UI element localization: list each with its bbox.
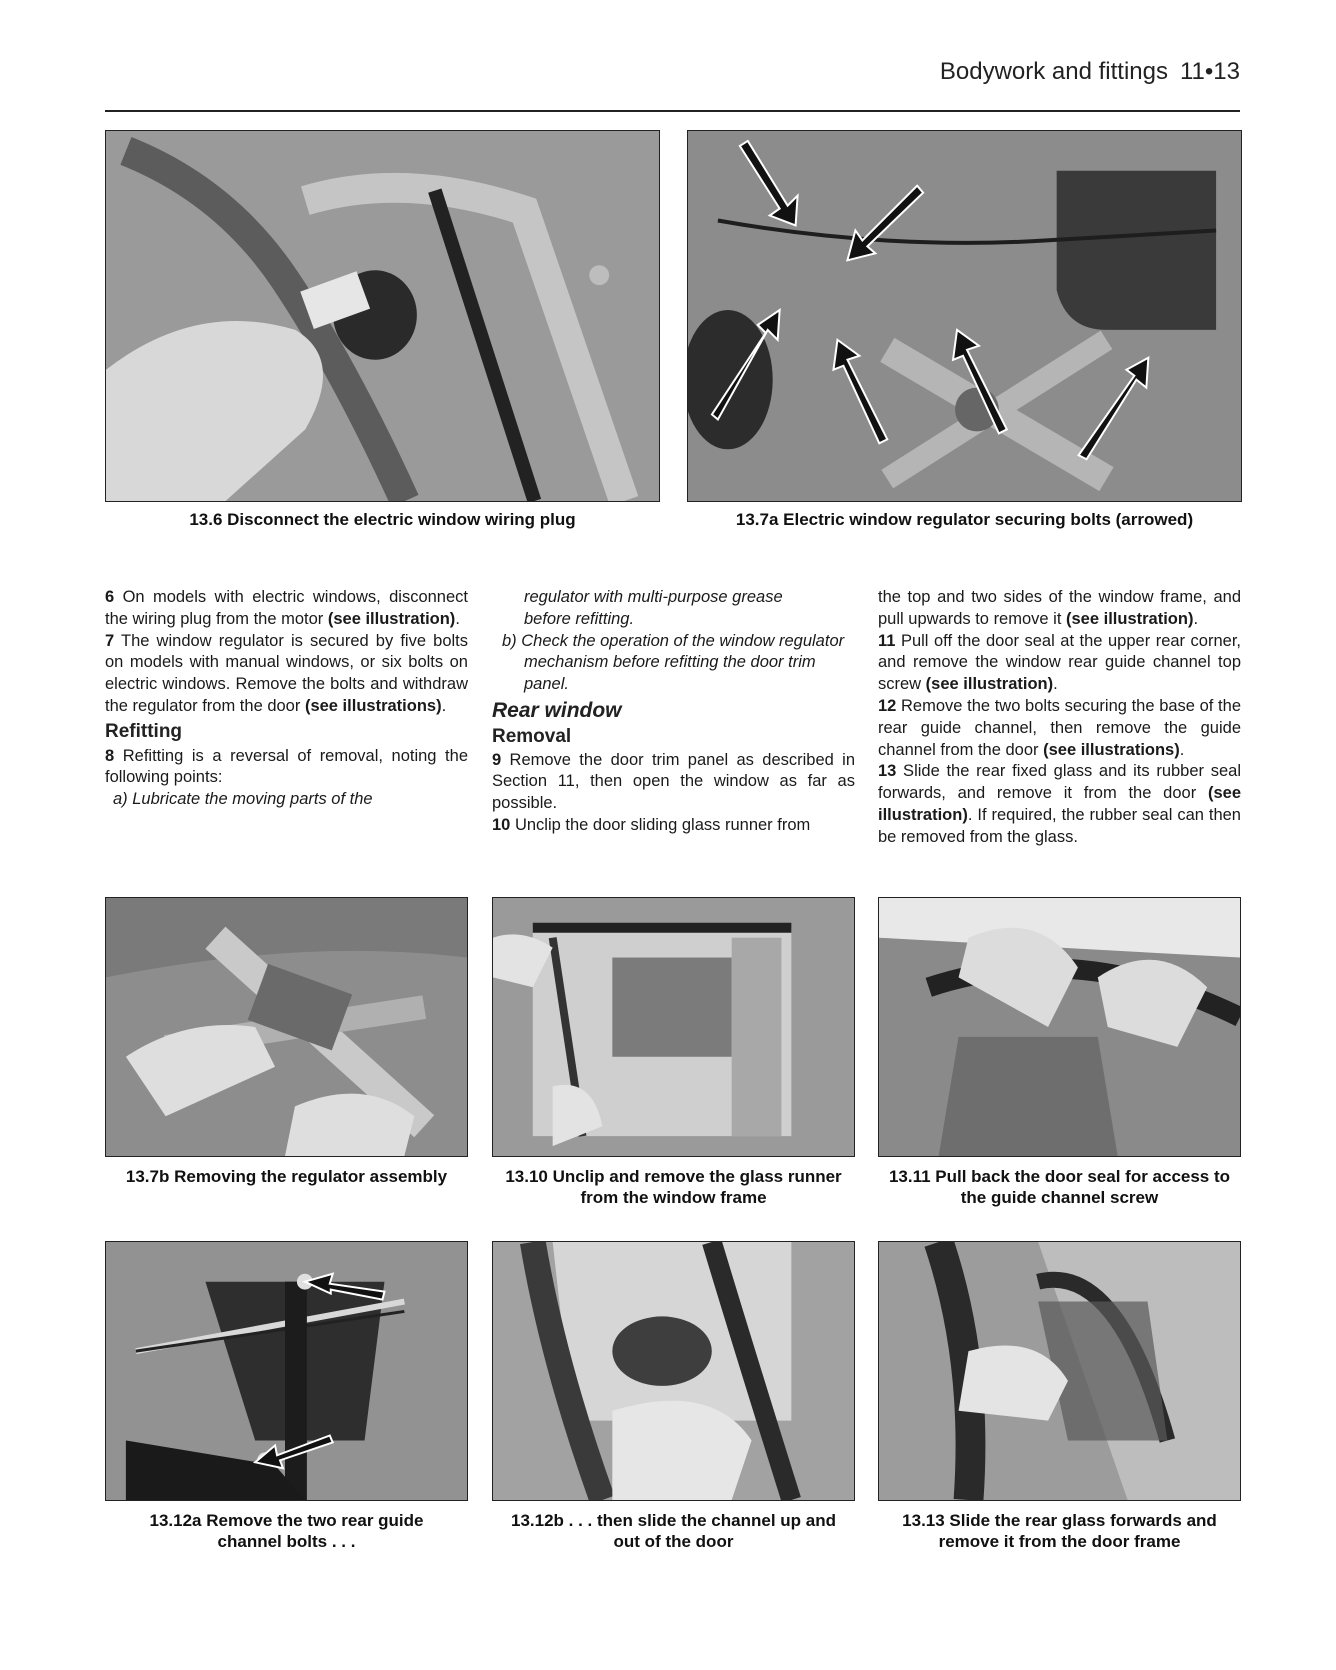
list-item-b: b) Check the operation of the window regulator mechanism before refitting the door trim panel.	[502, 631, 845, 694]
photo-13-7a	[687, 130, 1242, 502]
caption-13-12a	[105, 1510, 468, 1552]
page-header	[105, 50, 1240, 112]
removal-heading: Removal	[492, 725, 572, 747]
paragraph-12: 12 Remove the two bolts securing the base of the rear guide channel, then remove the guide channel from the door (see illustrations).	[878, 696, 1241, 759]
photo-13-12b	[492, 1241, 855, 1501]
caption-13-12a-line2: channel bolts . . .	[217, 1532, 356, 1551]
caption-13-13-line1: 13.13 Slide the rear glass forwards and	[902, 1511, 1217, 1530]
photo-13-13	[878, 1241, 1241, 1501]
text-column-3	[878, 587, 1241, 849]
paragraph-8: 8 Refitting is a reversal of removal, noting the following points:	[105, 746, 468, 787]
photo-13-11	[878, 897, 1241, 1157]
caption-13-10	[492, 1166, 855, 1208]
text-column-2	[492, 587, 855, 837]
photo-13-10	[492, 897, 855, 1157]
caption-13-7b: 13.7b Removing the regulator assembly	[125, 1167, 448, 1186]
paragraph-10: 10 Unclip the door sliding glass runner from	[492, 815, 811, 834]
paragraph-6: 6 On models with electric windows, disconnect the wiring plug from the motor (see illustration).	[105, 588, 468, 628]
caption-13-11-line2: the guide channel screw	[960, 1188, 1159, 1207]
caption-13-7a: 13.7a Electric window regulator securing bolts (arrowed)	[735, 510, 1194, 529]
list-item-a-cont2: before refitting.	[524, 609, 635, 628]
caption-13-13-line2: remove it from the door frame	[938, 1532, 1181, 1551]
running-header	[940, 58, 1240, 86]
caption-13-6: 13.6 Disconnect the electric window wiring plug	[189, 510, 576, 529]
paragraph-10-cont: the top and two sides of the window frame, and pull upwards to remove it (see illustration).	[878, 588, 1241, 628]
header-title: Bodywork and fittings	[939, 58, 1168, 85]
page-section-number: 11•13	[1179, 58, 1240, 85]
caption-13-10-line1: 13.10 Unclip and remove the glass runner	[505, 1167, 842, 1186]
rear-window-heading: Rear window	[492, 698, 622, 722]
text-column-1	[105, 587, 468, 811]
caption-13-13	[878, 1510, 1241, 1552]
paragraph-9: 9 Remove the door trim panel as described in Section 11, then open the window as far as possible.	[492, 750, 855, 813]
caption-13-12b-line1: 13.12b . . . then slide the channel up and	[511, 1511, 836, 1530]
caption-13-10-line2: from the window frame	[580, 1188, 767, 1207]
caption-13-12b	[492, 1510, 855, 1552]
caption-13-11-line1: 13.11 Pull back the door seal for access to	[888, 1167, 1231, 1186]
caption-13-11	[878, 1166, 1241, 1208]
list-item-a: a) Lubricate the moving parts of the	[113, 790, 373, 809]
photo-13-6	[105, 130, 660, 502]
caption-13-12b-line2: out of the door	[613, 1532, 734, 1551]
paragraph-11: 11 Pull off the door seal at the upper rear corner, and remove the window rear guide channel top screw (see illustration).	[878, 631, 1241, 694]
photo-13-7b	[105, 897, 468, 1157]
caption-13-12a-line1: 13.12a Remove the two rear guide	[149, 1511, 424, 1530]
paragraph-13: 13 Slide the rear fixed glass and its rubber seal forwards, and remove it from the door (see illustration). If required, the rubber seal can then be removed from the glass.	[878, 762, 1241, 846]
list-item-a-cont1: regulator with multi-purpose grease	[524, 588, 783, 606]
paragraph-7: 7 The window regulator is secured by five bolts on models with manual windows, or six bolts on electric windows. Remove the bolts and withdraw the regulator from the door (see illustrations).	[105, 631, 468, 715]
refitting-heading: Refitting	[105, 720, 183, 742]
photo-13-12a	[105, 1241, 468, 1501]
